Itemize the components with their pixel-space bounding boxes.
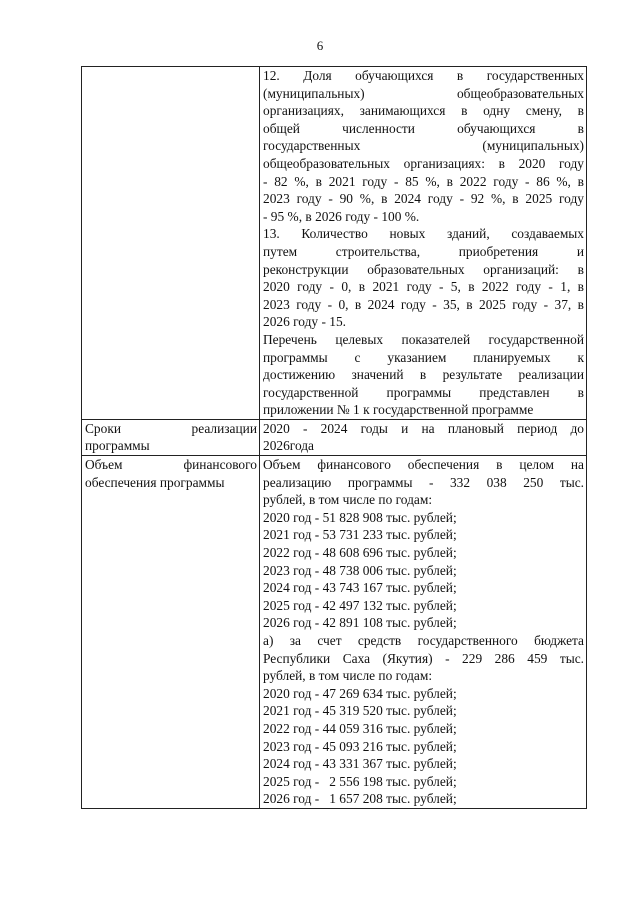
text-line: 2026 году - 15. — [263, 314, 346, 330]
year-amount-line: 2026 год - 1 657 208 тыс. рублей; — [263, 791, 457, 807]
text-line: государственной программы представлен в — [263, 384, 584, 400]
text-line: - 95 %, в 2026 году - 100 %. — [263, 208, 420, 224]
terms-label-line-2: программы — [85, 438, 150, 454]
table-row-indicators — [82, 67, 587, 420]
terms-label-line-1: Сроки реализации — [85, 420, 257, 436]
text-line: 2020 году - 0, в 2021 году - 5, в 2022 году - 1, в — [263, 279, 584, 295]
table-row-finance — [82, 456, 587, 809]
row-label-indicators — [82, 67, 260, 420]
text-line: Перечень целевых показателей государственной — [263, 331, 584, 347]
row-label-terms — [82, 419, 260, 455]
year-amount-line: 2025 год - 42 497 132 тыс. рублей; — [263, 597, 457, 613]
table-row-terms — [82, 419, 587, 455]
indicator-12 — [263, 67, 584, 225]
finance-budget-by-year — [263, 685, 584, 808]
text-line: приложении № 1 к государственной программе — [263, 402, 534, 418]
finance-value — [260, 456, 587, 809]
text-line: организациях, занимающихся в одну смену, в — [263, 103, 584, 119]
year-amount-line: 2023 год - 45 093 216 тыс. рублей; — [263, 738, 457, 754]
text-line: 2023 году - 0, в 2024 году - 35, в 2025 году - 37, в — [263, 296, 584, 312]
text-line: - 82 %, в 2021 году - 85 %, в 2022 году - 86 %, в — [263, 173, 584, 189]
finance-total-by-year — [263, 509, 584, 632]
text-line: государственных (муниципальных) — [263, 138, 584, 154]
year-amount-line: 2022 год - 48 608 696 тыс. рублей; — [263, 545, 457, 561]
text-line: Объем финансового обеспечения в целом на — [263, 457, 584, 473]
year-amount-line: 2024 год - 43 331 367 тыс. рублей; — [263, 756, 457, 772]
year-amount-line: 2020 год - 51 828 908 тыс. рублей; — [263, 509, 457, 525]
finance-label-line-1: Объем финансового — [85, 457, 257, 473]
text-line: программы с указанием планируемых к — [263, 349, 584, 365]
year-amount-line: 2020 год - 47 269 634 тыс. рублей; — [263, 685, 457, 701]
text-line: а) за счет средств государственного бюджета — [263, 633, 584, 648]
text-line: рублей, в том числе по годам: — [263, 492, 433, 508]
page-number: 6 — [316, 38, 324, 53]
year-amount-line: 2021 год - 53 731 233 тыс. рублей; — [263, 527, 457, 543]
text-line: 2023 году - 90 %, в 2024 году - 92 %, в 2025 году — [263, 191, 584, 207]
text-line: рублей, в том числе по годам: — [263, 668, 433, 684]
text-line: Республики Саха (Якутия) - 229 286 459 тыс. — [263, 650, 584, 666]
text-line: общеобразовательных организациях: в 2020 году — [263, 155, 584, 171]
finance-label-line-2: обеспечения программы — [85, 474, 225, 490]
year-amount-line: 2025 год - 2 556 198 тыс. рублей; — [263, 773, 457, 789]
year-amount-line: 2022 год - 44 059 316 тыс. рублей; — [263, 720, 457, 736]
text-line: (муниципальных) общеобразовательных — [263, 85, 584, 101]
passport-table — [81, 66, 587, 809]
year-amount-line: 2023 год - 48 738 006 тыс. рублей; — [263, 562, 457, 578]
terms-value-line-2: 2026года — [263, 438, 315, 454]
terms-value — [260, 419, 587, 455]
text-line: реконструкции образовательных организаций: в — [263, 261, 584, 277]
year-amount-line: 2026 год - 42 891 108 тыс. рублей; — [263, 615, 457, 631]
finance-budget-intro — [263, 632, 584, 685]
text-line: 13. Количество новых зданий, создаваемых — [263, 226, 584, 242]
text-line: 12. Доля обучающихся в государственных — [263, 68, 584, 83]
terms-value-line-1: 2020 - 2024 годы и на плановый период до — [263, 420, 584, 436]
indicator-13 — [263, 225, 584, 331]
finance-intro — [263, 456, 584, 509]
year-amount-line: 2021 год - 45 319 520 тыс. рублей; — [263, 703, 457, 719]
year-amount-line: 2024 год - 43 743 167 тыс. рублей; — [263, 580, 457, 596]
text-line: достижению значений в результате реализации — [263, 367, 584, 383]
text-line: реализацию программы - 332 038 250 тыс. — [263, 474, 584, 490]
indicators-cell — [260, 67, 587, 420]
indicator-list-note — [263, 331, 584, 419]
text-line: общей численности обучающихся в — [263, 120, 584, 136]
text-line: путем строительства, приобретения и — [263, 243, 584, 259]
row-label-finance — [82, 456, 260, 809]
